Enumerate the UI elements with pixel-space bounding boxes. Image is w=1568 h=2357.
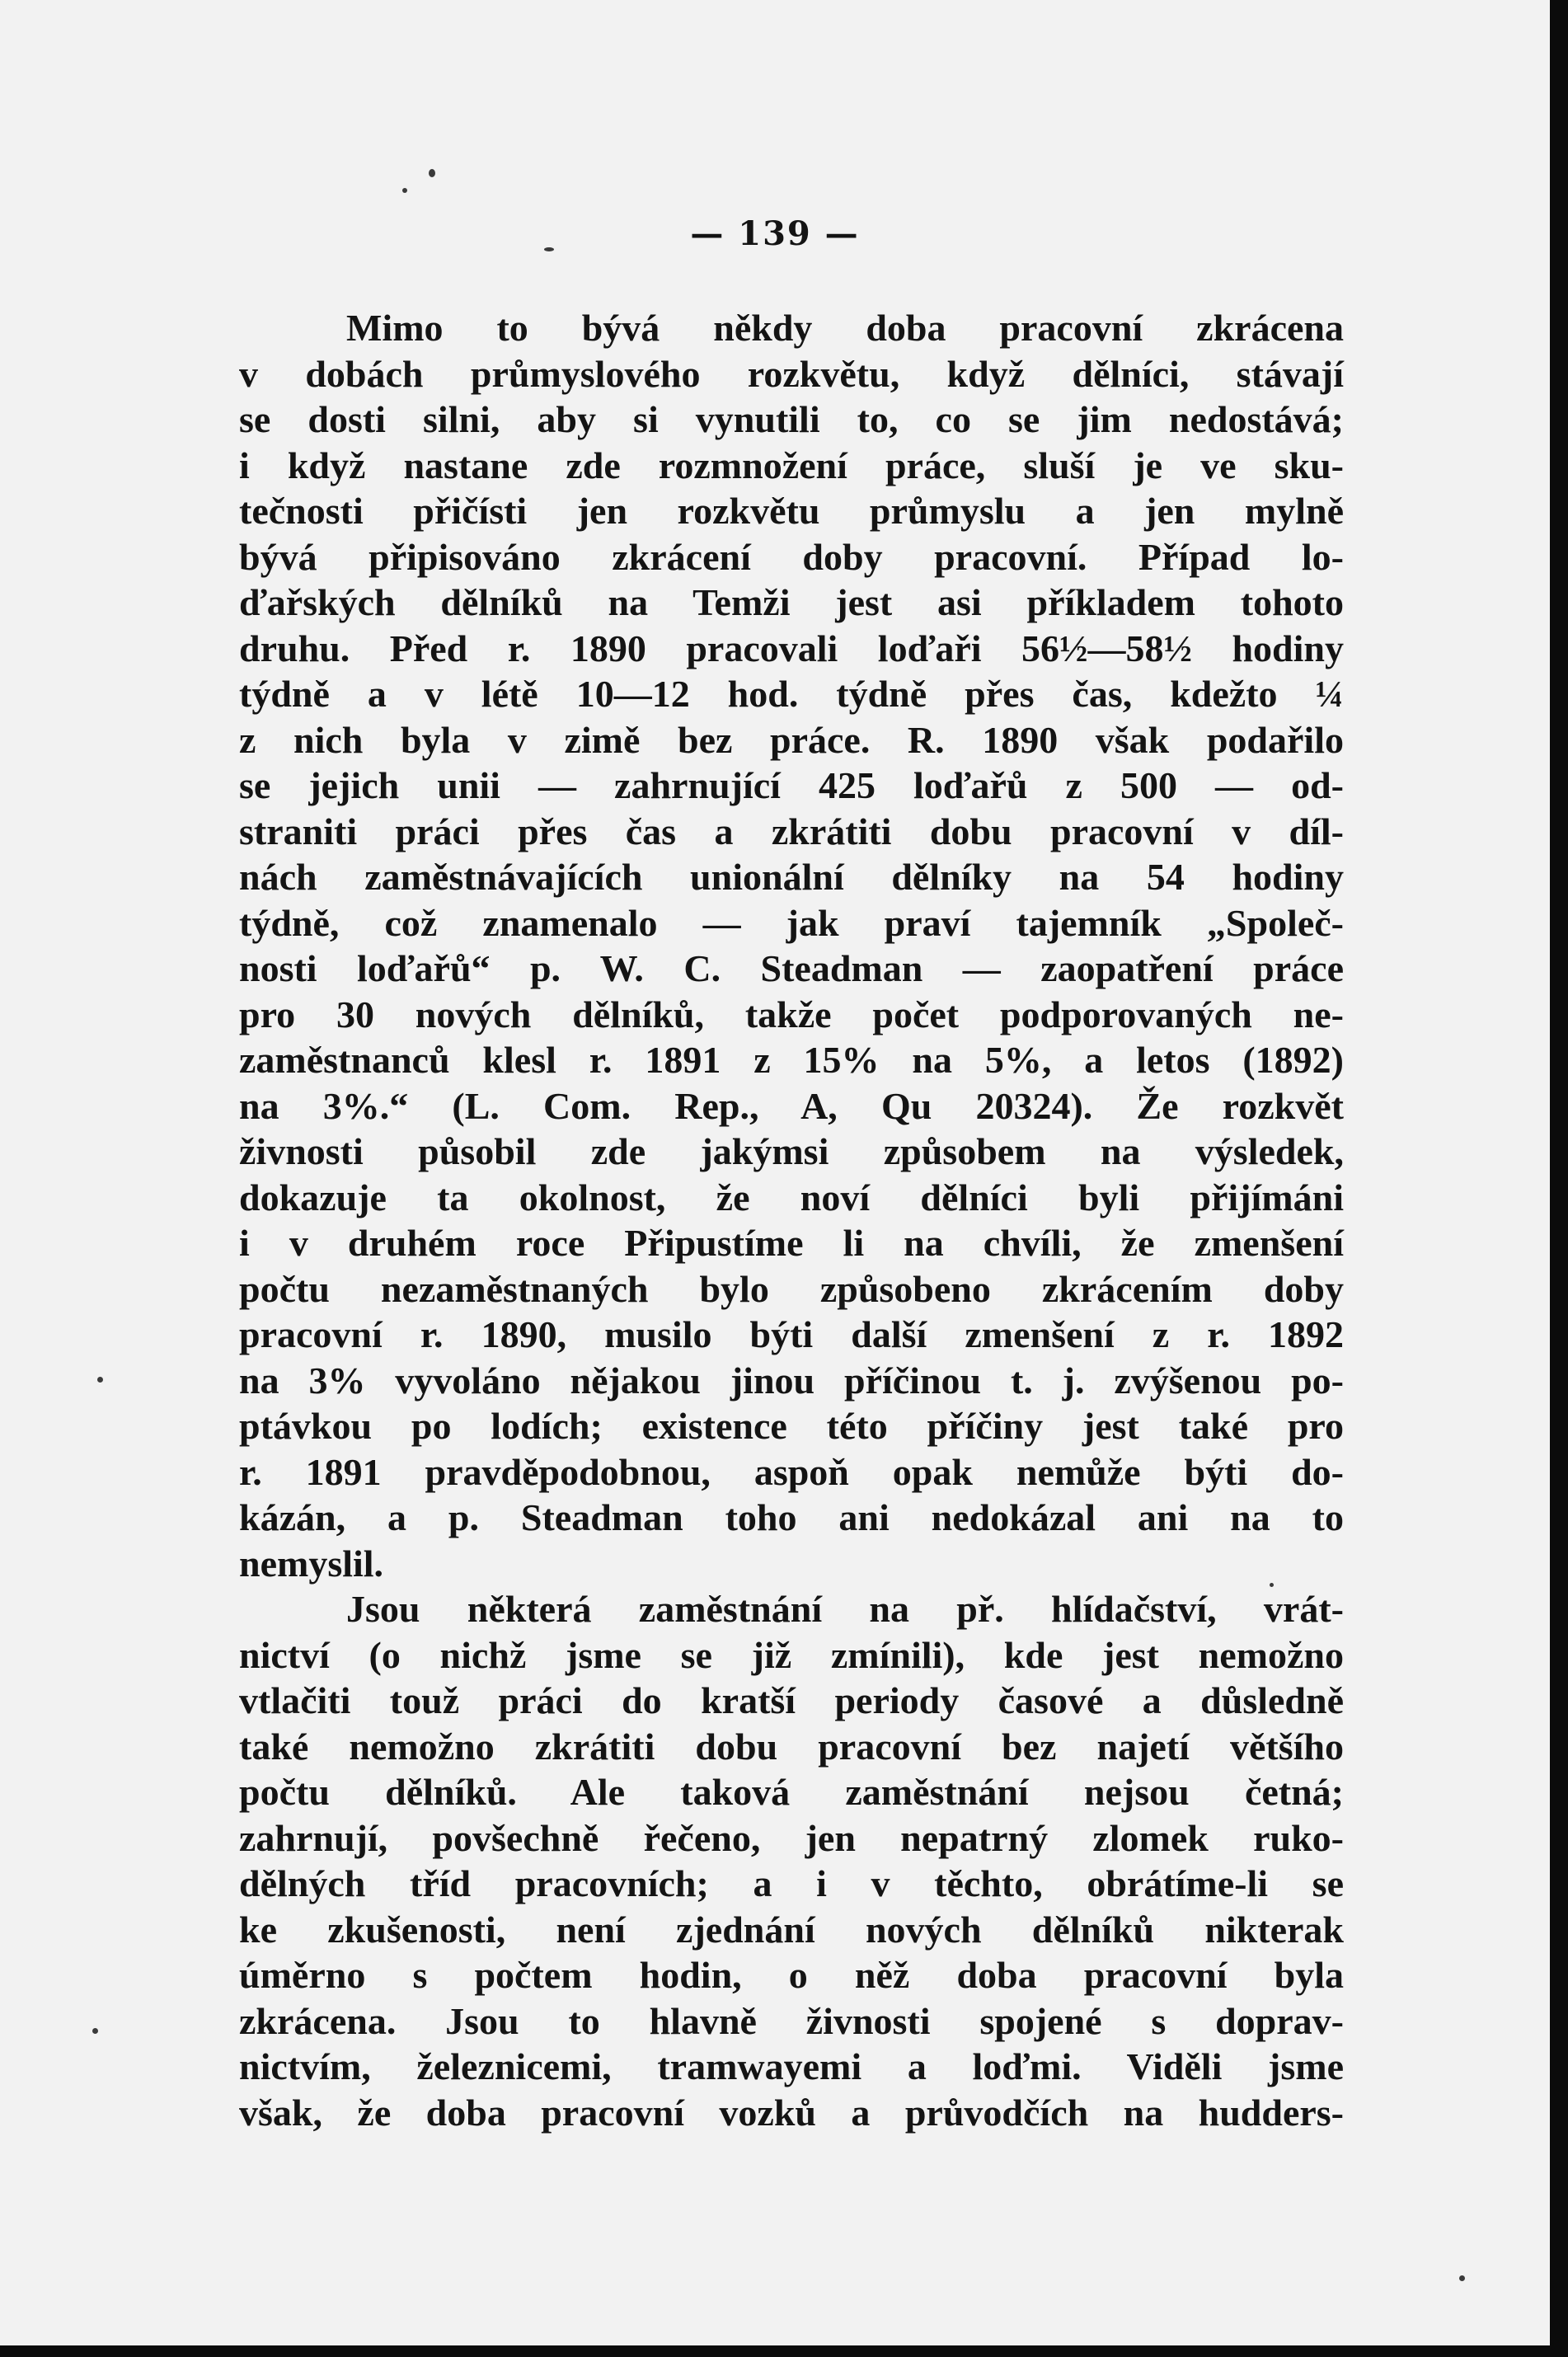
text-line: na 3%.“ (L. Com. Rep., A, Qu 20324). Že rozkvět <box>239 1084 1344 1127</box>
text-line: pracovní r. 1890, musilo býti další zmenšení z r. 1892 <box>239 1313 1344 1355</box>
text-line: také nemožno zkrátiti dobu pracovní bez najetí většího <box>239 1725 1344 1768</box>
text-line: v dobách průmyslového rozkvětu, když dělníci, stávají <box>239 352 1344 395</box>
text-line: i když nastane zde rozmnožení práce, sluší je ve sku- <box>239 444 1344 486</box>
text-line: z nich byla v zimě bez práce. R. 1890 však podařilo <box>239 718 1344 761</box>
text-line: dělných tříd pracovních; a i v těchto, obrátíme-li se <box>239 1862 1344 1904</box>
text-line: straniti práci přes čas a zkrátiti dobu pracovní v díl- <box>239 810 1344 852</box>
text-line: i v druhém roce Připustíme li na chvíli, že zmenšení <box>239 1222 1344 1264</box>
text-line: zaměstnanců klesl r. 1891 z 15% na 5%, a letos (1892) <box>239 1039 1344 1081</box>
text-line: Mimo to bývá někdy doba pracovní zkrácena <box>346 307 1344 349</box>
text-line: živnosti působil zde jakýmsi způsobem na výsledek, <box>239 1130 1344 1172</box>
paragraph-2 <box>239 1586 1344 2135</box>
text-line: týdně a v létě 10—12 hod. týdně přes čas, kdežto ¼ <box>239 673 1344 715</box>
scan-speck <box>97 1377 103 1383</box>
text-line: bývá připisováno zkrácení doby pracovní. Případ lo- <box>239 535 1344 578</box>
text-line: vtlačiti touž práci do kratší periody časové a důsledně <box>239 1679 1344 1721</box>
text-line: nách zaměstnávajících unionální dělníky na 54 hodiny <box>239 856 1344 898</box>
scan-speck <box>1459 2275 1465 2281</box>
scan-border-bottom <box>0 2345 1568 2357</box>
text-line: nosti loďařů“ p. W. C. Steadman — zaopatření práce <box>239 947 1344 989</box>
text-line: týdně, což znamenalo — jak praví tajemník „Společ- <box>239 901 1344 944</box>
scan-speck <box>402 188 407 193</box>
text-line: ptávkou po lodích; existence této příčiny jest také pro <box>239 1405 1344 1447</box>
text-line: ke zkušenosti, není zjednání nových dělníků nikterak <box>239 1908 1344 1951</box>
page-number: — 139 — <box>690 214 860 253</box>
scan-speck <box>92 2028 98 2034</box>
text-line: zahrnují, povšechně řečeno, jen nepatrný zlomek ruko- <box>239 1816 1344 1859</box>
text-line: dokazuje ta okolnost, že noví dělníci byli přijímáni <box>239 1176 1344 1218</box>
text-line: ďařských dělníků na Temži jest asi příkladem tohoto <box>239 581 1344 623</box>
text-line: však, že doba pracovní vozků a průvodčích na hudders- <box>239 2091 1344 2134</box>
text-line: kázán, a p. Steadman toho ani nedokázal ani na to <box>239 1496 1344 1538</box>
text-line: úměrno s počtem hodin, o něž doba pracovní byla <box>239 1954 1344 1996</box>
scan-speck <box>1270 1583 1274 1587</box>
scan-border-right <box>1550 0 1568 2357</box>
text-line: r. 1891 pravděpodobnou, aspoň opak nemůže býti do- <box>239 1450 1344 1493</box>
scan-speck <box>544 247 554 251</box>
text-line: se jejich unii — zahrnující 425 loďařů z 500 — od- <box>239 764 1344 806</box>
text-line: na 3% vyvoláno nějakou jinou příčinou t. j. zvýšenou po- <box>239 1359 1344 1402</box>
text-line: zkrácena. Jsou to hlavně živnosti spojené s doprav- <box>239 1999 1344 2042</box>
text-line: druhu. Před r. 1890 pracovali loďaři 56½—58½ hodiny <box>239 627 1344 669</box>
text-line: pro 30 nových dělníků, takže počet podporovaných ne- <box>239 993 1344 1035</box>
text-line: Jsou některá zaměstnání na př. hlídačství, vrát- <box>346 1588 1344 1630</box>
text-line: se dosti silni, aby si vynutili to, co se jim nedostává; <box>239 398 1344 440</box>
text-line: počtu nezaměstnaných bylo způsobeno zkrácením doby <box>239 1267 1344 1310</box>
scan-speck <box>429 169 435 177</box>
paragraph-1 <box>239 305 1344 1586</box>
text-line: tečnosti přičísti jen rozkvětu průmyslu a jen mylně <box>239 490 1344 532</box>
body-text <box>239 305 1344 2135</box>
text-line: nemyslil. <box>239 1542 384 1585</box>
text-line: nictví (o nichž jsme se již zmínili), kde jest nemožno <box>239 1633 1344 1676</box>
text-line: nictvím, železnicemi, tramwayemi a loďmi. Viděli jsme <box>239 2045 1344 2087</box>
text-line: počtu dělníků. Ale taková zaměstnání nejsou četná; <box>239 1771 1344 1813</box>
